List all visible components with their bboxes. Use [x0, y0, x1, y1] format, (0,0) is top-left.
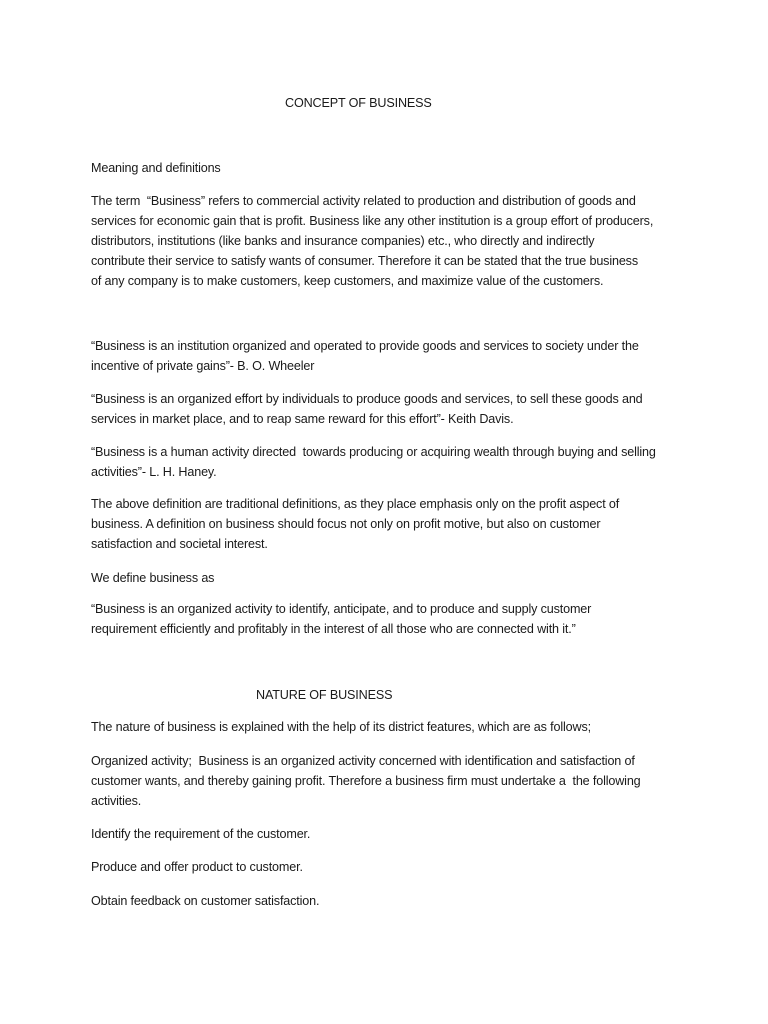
intro-paragraph: [91, 191, 691, 291]
nature-intro: The nature of business is explained with the help of its district features, which are as follows;: [91, 720, 591, 734]
paragraph-line: customer wants, and thereby gaining profit. Therefore a business firm must undertake a the following: [91, 774, 641, 788]
paragraph-line: The term “Business” refers to commercial activity related to production and distribution of goods and: [91, 194, 636, 208]
paragraph-line: “Business is an organized effort by individuals to produce goods and services, to sell these goods and: [91, 392, 643, 406]
definition-haney: [91, 442, 691, 482]
paragraph-line: distributors, institutions (like banks and insurance companies) etc., who directly and indirectly: [91, 234, 595, 248]
paragraph-line: services for economic gain that is profit. Business like any other institution is a group effort of producers,: [91, 214, 654, 228]
section-heading-nature: NATURE OF BUSINESS: [256, 688, 393, 702]
paragraph-line: requirement efficiently and profitably in the interest of all those who are connected with it.”: [91, 622, 576, 636]
paragraph-line: contribute their service to satisfy wants of consumer. Therefore it can be stated that the true business: [91, 254, 638, 268]
definition-wheeler: [91, 336, 691, 376]
paragraph-line: “Business is a human activity directed towards producing or acquiring wealth through buying and selling: [91, 445, 656, 459]
paragraph-line: satisfaction and societal interest.: [91, 537, 268, 551]
paragraph-line: Organized activity; Business is an organized activity concerned with identification and satisfaction of: [91, 754, 635, 768]
organized-activity-paragraph: [91, 751, 691, 811]
paragraph-line: services in market place, and to reap same reward for this effort”- Keith Davis.: [91, 412, 514, 426]
our-definition-paragraph: [91, 599, 691, 639]
activity-item: Obtain feedback on customer satisfaction.: [91, 894, 320, 908]
paragraph-line: “Business is an organized activity to identify, anticipate, and to produce and supply customer: [91, 602, 592, 616]
paragraph-line: incentive of private gains”- B. O. Wheeler: [91, 359, 315, 373]
paragraph-line: The above definition are traditional definitions, as they place emphasis only on the profit aspect of: [91, 497, 620, 511]
paragraph-line: activities”- L. H. Haney.: [91, 465, 217, 479]
document-title: CONCEPT OF BUSINESS: [285, 96, 432, 110]
paragraph-line: business. A definition on business should focus not only on profit motive, but also on customer: [91, 517, 601, 531]
traditional-paragraph: [91, 494, 691, 554]
paragraph-line: of any company is to make customers, keep customers, and maximize value of the customers.: [91, 274, 604, 288]
we-define-line: We define business as: [91, 571, 215, 585]
definition-davis: [91, 389, 691, 429]
paragraph-line: activities.: [91, 794, 142, 808]
activity-item: Identify the requirement of the customer.: [91, 827, 311, 841]
section-heading-meaning: Meaning and definitions: [91, 161, 221, 175]
paragraph-line: “Business is an institution organized and operated to provide goods and services to society under the: [91, 339, 639, 353]
activity-item: Produce and offer product to customer.: [91, 860, 303, 874]
